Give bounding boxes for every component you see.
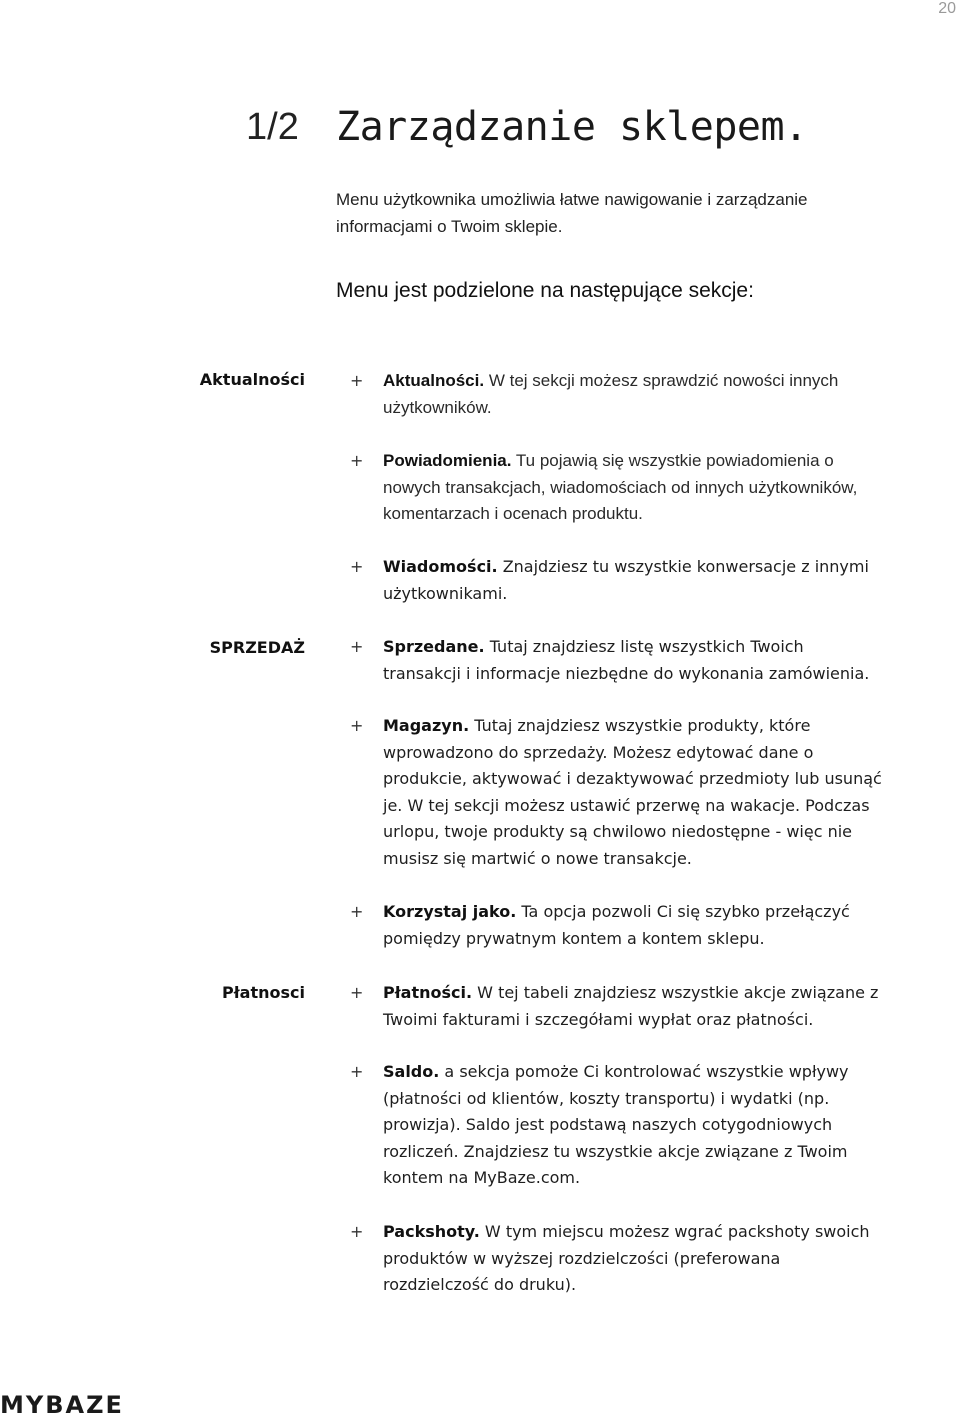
page-title: Zarządzanie sklepem. bbox=[336, 104, 808, 150]
section-number: 1/2 bbox=[246, 106, 299, 148]
plus-icon: + bbox=[350, 1222, 364, 1241]
item-body: Tutaj znajdziesz listę wszystkich Twoich transakcji i informacje niezbędne do wykonania zamówienia. bbox=[383, 637, 870, 683]
page-number: 20 bbox=[938, 0, 956, 17]
item-title: Aktualności. bbox=[383, 371, 485, 390]
item-title: Korzystaj jako. bbox=[383, 902, 517, 921]
plus-icon: + bbox=[350, 983, 364, 1002]
mybaze-logo: MYBAZE bbox=[0, 1391, 124, 1419]
item-body: Tutaj znajdziesz wszystkie produkty, które wprowadzono do sprzedaży. Możesz edytować dane o produkcie, aktywować i dezaktywować przedmioty lub usunąć je. W tej sekcji możesz ustawić przerwę na wakacje. Podczas urlopu, twoje produkty są chwilowo niedostępne - więc nie musisz się martwić o nowe transakcje. bbox=[383, 716, 882, 868]
plus-icon: + bbox=[350, 1062, 364, 1081]
item-description bbox=[383, 634, 883, 687]
item-description bbox=[383, 554, 883, 607]
item-body: Ta opcja pozwoli Ci się szybko przełączyć pomiędzy prywatnym kontem a kontem sklepu. bbox=[383, 902, 850, 948]
plus-icon: + bbox=[350, 557, 364, 576]
item-description bbox=[383, 899, 883, 952]
section-label-platnosci: Płatnosci bbox=[222, 983, 305, 1002]
section-label-sprzedaz: SPRZEDAŻ bbox=[209, 638, 305, 657]
item-title: Wiadomości. bbox=[383, 557, 498, 576]
intro-paragraph: Menu użytkownika umożliwia łatwe nawigowanie i zarządzanie informacjami o Twoim sklepie. bbox=[336, 190, 808, 236]
item-title: Saldo. bbox=[383, 1062, 440, 1081]
item-description bbox=[383, 980, 883, 1033]
plus-icon: + bbox=[350, 902, 364, 921]
item-body: Znajdziesz tu wszystkie konwersacje z innymi użytkownikami. bbox=[383, 557, 869, 603]
title-row bbox=[0, 104, 960, 154]
item-description bbox=[383, 448, 883, 528]
item-body: W tym miejscu możesz wgrać packshoty swoich produktów w wyższej rozdzielczości (preferowana rozdzielczość do druku). bbox=[383, 1222, 870, 1294]
item-description bbox=[383, 1219, 883, 1299]
sections-subheading: Menu jest podzielone na następujące sekcje: bbox=[336, 279, 754, 302]
item-body: W tej sekcji możesz sprawdzić nowości innych użytkowników. bbox=[383, 371, 839, 417]
item-description bbox=[383, 368, 883, 421]
item-title: Płatności. bbox=[383, 983, 473, 1002]
item-body: Tu pojawią się wszystkie powiadomienia o nowych transakcjach, wiadomościach od innych użytkowników, komentarzach i ocenach produktu. bbox=[383, 451, 858, 523]
plus-icon: + bbox=[350, 371, 364, 390]
item-body: a sekcja pomoże Ci kontrolować wszystkie wpływy (płatności od klientów, koszty transportu) i wydatki (np. prowizja). Saldo jest podstawą naszych cotygodniowych rozliczeń. Znajdziesz tu wszystkie akcje związane z Twoim kontem na MyBaze.com. bbox=[383, 1062, 849, 1187]
plus-icon: + bbox=[350, 451, 364, 470]
item-title: Magazyn. bbox=[383, 716, 470, 735]
item-body: W tej tabeli znajdziesz wszystkie akcje związane z Twoimi fakturami i szczegółami wypłat oraz płatności. bbox=[383, 983, 879, 1029]
item-title: Powiadomienia. bbox=[383, 451, 512, 470]
item-description bbox=[383, 713, 883, 872]
item-title: Sprzedane. bbox=[383, 637, 485, 656]
plus-icon: + bbox=[350, 716, 364, 735]
item-description bbox=[383, 1059, 883, 1192]
section-label-aktualnosci: Aktualności bbox=[199, 370, 305, 389]
plus-icon: + bbox=[350, 637, 364, 656]
item-title: Packshoty. bbox=[383, 1222, 480, 1241]
